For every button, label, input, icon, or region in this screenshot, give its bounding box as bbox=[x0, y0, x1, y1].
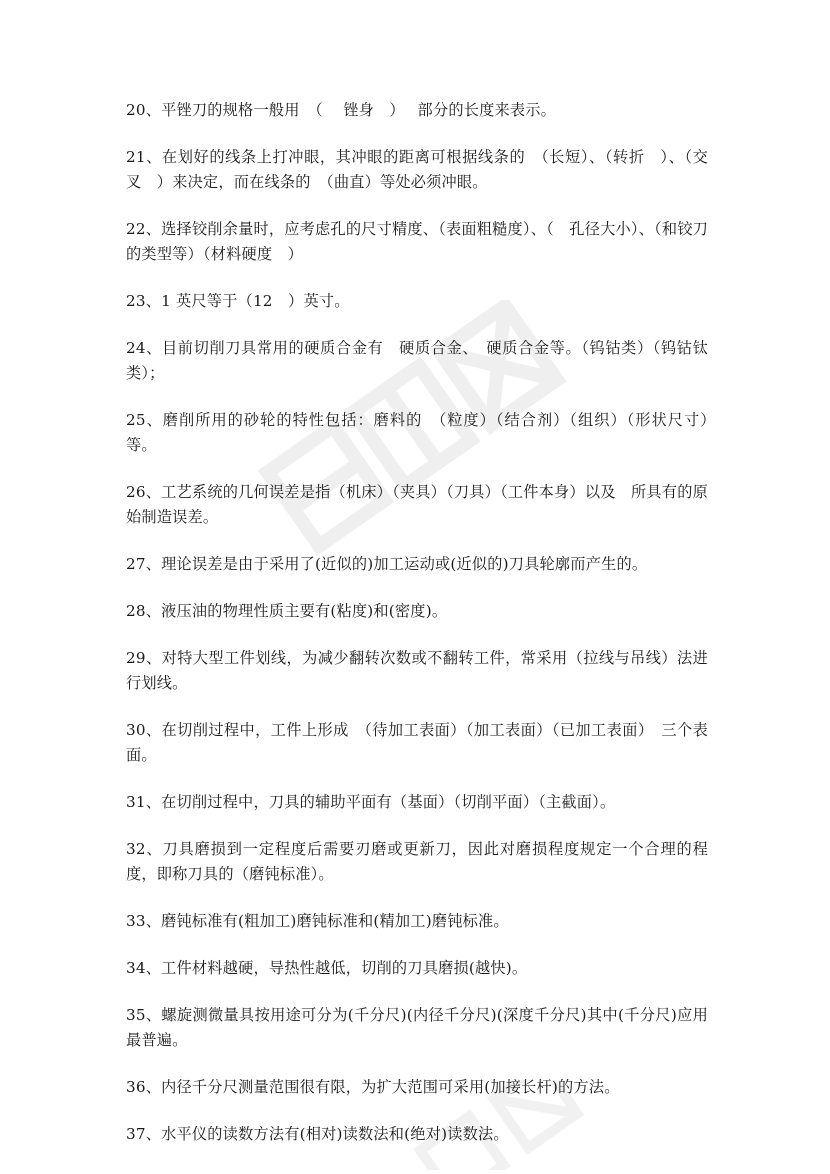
question-list bbox=[126, 98, 724, 1169]
question-25: 25、磨削所用的砂轮的特性包括：磨料的 （粒度）（结合剂）（组织）（形状尺寸） 等。 bbox=[126, 411, 724, 454]
question-29: 29、对特大型工件划线，为减少翻转次数或不翻转工件，常采用（拉线与吊线）法进行划线。 bbox=[126, 649, 708, 692]
question-36: 36、内径千分尺测量范围很有限，为扩大范围可采用(加接长杆)的方法。 bbox=[126, 1078, 620, 1096]
question-37: 37、水平仪的读数方法有(相对)读数法和(绝对)读数法。 bbox=[126, 1125, 509, 1143]
question-31: 31、在切削过程中，刀具的辅助平面有（基面）（切削平面）（主截面）。 bbox=[126, 793, 616, 811]
question-30: 30、在切削过程中，工件上形成 （待加工表面）（加工表面）（已加工表面） 三个表面。 bbox=[126, 721, 708, 764]
question-24: 24、目前切削刀具常用的硬质合金有 硬质合金、 硬质合金等。（钨钴类）（钨钴钛类）； bbox=[126, 339, 708, 382]
question-21: 21、在划好的线条上打冲眼，其冲眼的距离可根据线条的 （长短）、（转折 ）、（交叉 ）来决定，而在线条的 （曲直）等处必须冲眼。 bbox=[126, 148, 708, 191]
question-33: 33、磨钝标准有(粗加工)磨钝标准和(精加工)磨钝标准。 bbox=[126, 912, 509, 930]
question-28: 28、液压油的物理性质主要有(粘度)和(密度)。 bbox=[126, 602, 448, 620]
question-23: 23、1 英尺等于（12 ）英寸。 bbox=[126, 292, 350, 310]
question-32: 32、刀具磨损到一定程度后需要刃磨或更新刀，因此对磨损程度规定一个合理的程度，即称刀具的（磨钝标准）。 bbox=[126, 840, 708, 883]
question-27: 27、理论误差是由于采用了(近似的)加工运动或(近似的)刀具轮廓而产生的。 bbox=[126, 555, 648, 573]
question-34: 34、工件材料越硬，导热性越低，切削的刀具磨损(越快)。 bbox=[126, 959, 528, 977]
question-20: 20、平锉刀的规格一般用 （ 锉身 ） 部分的长度来表示。 bbox=[126, 101, 557, 119]
question-22: 22、选择铰削余量时，应考虑孔的尺寸精度、（表面粗糙度）、（ 孔径大小）、（和铰刀的类型等）（材料硬度 ） bbox=[126, 220, 708, 263]
question-35: 35、螺旋测微量具按用途可分为(千分尺)(内径千分尺)(深度千分尺)其中(千分尺)应用最普遍。 bbox=[126, 1006, 708, 1049]
question-26: 26、工艺系统的几何误差是指（机床）（夹具）（刀具）（工件本身）以及 所具有的原始制造误差。 bbox=[126, 483, 708, 526]
